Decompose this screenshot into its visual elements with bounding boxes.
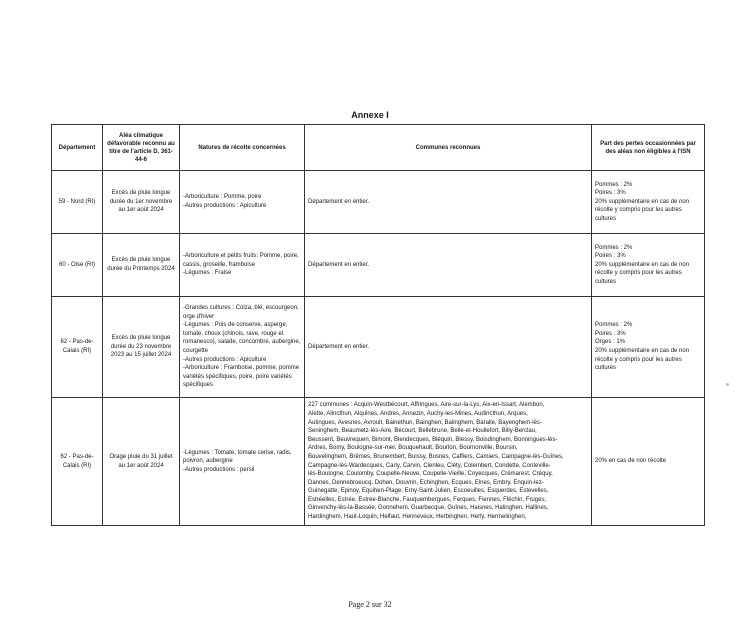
header-departement: Département [52, 125, 103, 171]
annex-title: Annexe I [351, 110, 389, 120]
table-header-row [52, 125, 705, 171]
row-departement: 59 - Nord (RI) [52, 171, 103, 234]
table-row [52, 234, 705, 297]
row-natures [180, 171, 305, 234]
row-part [592, 234, 705, 297]
part-line: Pommes : 2% [595, 322, 633, 329]
part-line: 20% supplémentaire en cas de non récolte y compris pour les autres cultures [595, 261, 690, 285]
communes-line: Ardres, Bomy, Boulogne-sur-mer, Bouquehault, Bourlon, Bournonville, Boursin, [308, 445, 518, 452]
communes-line: Bouvelinghem, Brêmes, Brunembert, Buissy, Busnes, Caffiers, Camiers, Campagne-lès-Guînes, [308, 453, 564, 460]
row-natures [180, 297, 305, 398]
nature-line: -Grandes cultures : Colza, blé, escourgeon, orge d'hiver [183, 305, 299, 320]
part-line: Poires : 3% [595, 190, 626, 197]
communes-line: Campagne-lès-Wardecques, Carly, Carvin, Clenleu, Cléty, Colembert, Condette, Conteville- [308, 462, 551, 469]
communes-line: 227 communes : Acquin-Westbécourt, Affringues, Aire-sur-la-Lys, Aix-en-Issart, Alembon, [308, 402, 545, 409]
communes-line: Estréelles, Estrée, Estrée-Blanche, Fauquembergues, Ferques, Fiennes, Fléchin, Fruges, [308, 496, 547, 503]
communes-line: Autingues, Avesnes, Avroult, Bainethun, Bainghen, Balinghem, Baralle, Bayenghem-lès- [308, 419, 542, 426]
row-communes: Département en entier. [305, 297, 592, 398]
communes-line: Guinegatte, Epinoy, Equihen-Plage, Erny-Saint-Julien, Escoeuilles, Esquerdes, Estevelles, [308, 488, 549, 495]
row-alea: Excès de pluie longue durée du Printemps 2024 [103, 234, 180, 297]
header-communes: Communes reconnues [305, 125, 592, 171]
scan-artifact [726, 383, 729, 386]
nature-line: -Légumes : Fraise [183, 270, 232, 277]
nature-line: -Arboriculture : Pomme, poire [183, 194, 262, 201]
nature-line: -Arboriculture et petits fruits: Pomme, poire, cassis, groseille, framboise [183, 253, 299, 268]
part-line: Poires : 3% [595, 330, 626, 337]
communes-line: Beussent, Beuvrequen, Bimont, Blendecques, Bléquin, Blessy, Boisdinghem, Bonningues-lès- [308, 436, 558, 443]
header-natures: Natures de récolte concernées [180, 125, 305, 171]
row-alea: Excès de pluie longue durée du 23 novembre 2023 au 15 juillet 2024 [103, 297, 180, 398]
row-natures [180, 234, 305, 297]
part-line: 20% supplémentaire en cas de non récolte y compris pour les autres cultures [595, 348, 690, 372]
page-number: Page 2 sur 32 [348, 600, 392, 609]
row-departement: 60 - Oise (RI) [52, 234, 103, 297]
row-part [592, 297, 705, 398]
nature-line: -Légumes : Tomate, tomate cerise, radis, poivron, aubergine [183, 449, 292, 465]
table-row [52, 398, 705, 526]
communes-line: Ginvenchy-lès-la-Bassée, Gonnehem, Guarbecque, Guînes, Haisnes, Halinghen, Hallines, [308, 505, 549, 512]
communes-line: Hardinghem, Haut-Loquin, Helfaut, Henneveux, Herbinghen, Herly, Hermelinghen, [308, 514, 527, 521]
nature-line: -Arboriculture : Framboise, pomme, pomme variétés spécifiques, poire, poire variétés spécifiques [183, 365, 300, 389]
part-line: Poires : 3% [595, 253, 626, 260]
nature-line: -Autres productions : persil [183, 466, 255, 473]
row-departement: 62 - Pas-de-Calais (RI) [52, 297, 103, 398]
row-alea: Orage pluie du 31 juillet au 1er août 2024 [103, 398, 180, 526]
row-departement: 62 - Pas-de-Calais (RI) [52, 398, 103, 526]
communes-line: Alette, Alincthun, Alquines, Andres, Annezin, Auchy-les-Mines, Audincthun, Arques, [308, 410, 528, 417]
part-line: 20% supplémentaire en cas de non récolte y compris pour les autres cultures [595, 198, 690, 222]
table-row [52, 297, 705, 398]
nature-line: -Légumes : Pois de conserve, asperge, tomate, choux (chinois, rave, rouge et romanesco), salade, concombre, aubergine, courgette [183, 322, 301, 354]
row-communes: Département en entier. [305, 171, 592, 234]
row-part: 20% en cas de non récolte [592, 398, 705, 526]
table-row [52, 171, 705, 234]
row-alea: Excès de pluie longue durée du 1er novembre au 1er août 2024 [103, 171, 180, 234]
header-alea: Aléa climatique défavorable reconnu au titre de l'article D. 361-44-6 [103, 125, 180, 171]
part-line: Pommes : 2% [595, 181, 633, 188]
header-part: Part des pertes occasionnées par des aléas non éligibles à l'ISN [592, 125, 705, 171]
row-part [592, 171, 705, 234]
communes-line: Dannes, Dennebroeucq, Dohen, Douvrin, Echinghen, Ecques, Elnes, Embry, Enquin-lez- [308, 479, 544, 486]
row-communes [305, 398, 592, 526]
annex-table [51, 124, 705, 526]
part-line: Orges : 1% [595, 339, 626, 346]
row-natures [180, 398, 305, 526]
communes-line: Seninghem, Beaumetz-lès-Aire, Bécourt, Bellebrune, Belle-et-Houllefort, Billy-Berclau, [308, 428, 537, 435]
communes-line: lès-Boulogne, Coulomby, Coupelle-Neuve, Coupelle-Vieille, Coyecques, Crémarest, Créquy, [308, 471, 553, 478]
part-line: Pommes : 2% [595, 244, 633, 251]
nature-line: -Autres productions : Apiculture [183, 356, 267, 363]
nature-line: -Autres productions : Apiculture [183, 203, 267, 209]
row-communes: Département en entier. [305, 234, 592, 297]
